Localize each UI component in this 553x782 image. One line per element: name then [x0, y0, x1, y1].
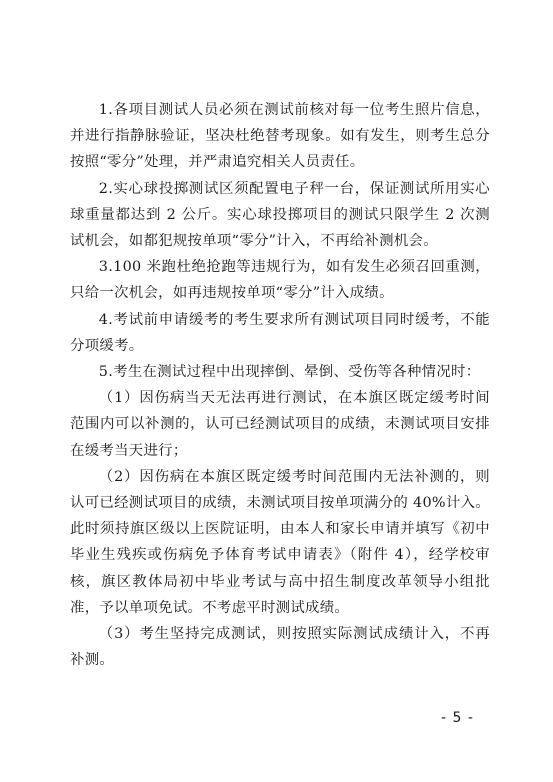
page-number: - 5 -	[441, 710, 474, 726]
document-body	[70, 97, 490, 673]
paragraph-rule-5-item-1: （1）因伤病当天无法再进行测试，在本旗区既定缓考时间范围内可以补测的，认可已经测试项目的成绩，未测试项目安排在缓考当天进行；	[70, 390, 490, 459]
paragraph-rule-3: 3.100 米跑杜绝抢跑等违规行为，如有发生必须召回重测，只给一次机会，如再违规按单项“零分”计入成绩。	[70, 259, 490, 302]
paragraph-rule-5-item-2: （2）因伤病在本旗区既定缓考时间范围内无法补测的，则认可已经测试项目的成绩，未测试项目按单项满分的 40%计入。此时须持旗区级以上医院证明，由本人和家长申请并填写《初中毕业生残疾或伤病免予体育考试申请表》（附件 4），经学校审核，旗区教体局初中毕业考试与高中招生制度改革领导小组批准，予以单项免试。不考虑平时测试成绩。	[70, 468, 490, 616]
paragraph-rule-5-item-3: （3）考生坚持完成测试，则按照实际测试成绩计入，不再补测。	[70, 626, 490, 669]
paragraph-rule-5: 5.考生在测试过程中出现摔倒、晕倒、受伤等各种情况时：	[98, 364, 481, 381]
paragraph-rule-4: 4.考试前申请缓考的考生要求所有测试项目同时缓考，不能分项缓考。	[70, 311, 490, 354]
paragraph-rule-2: 2.实心球投掷测试区须配置电子秤一台，保证测试所用实心球重量都达到 2 公斤。实心球投掷项目的测试只限学生 2 次测试机会，如都犯规按单项“零分”计入，不再给补测机会。	[70, 180, 490, 250]
paragraph-rule-1: 1.各项目测试人员必须在测试前核对每一位考生照片信息，并进行指静脉验证，坚决杜绝替考现象。如有发生，则考生总分按照“零分”处理，并严肃追究相关人员责任。	[70, 102, 490, 171]
